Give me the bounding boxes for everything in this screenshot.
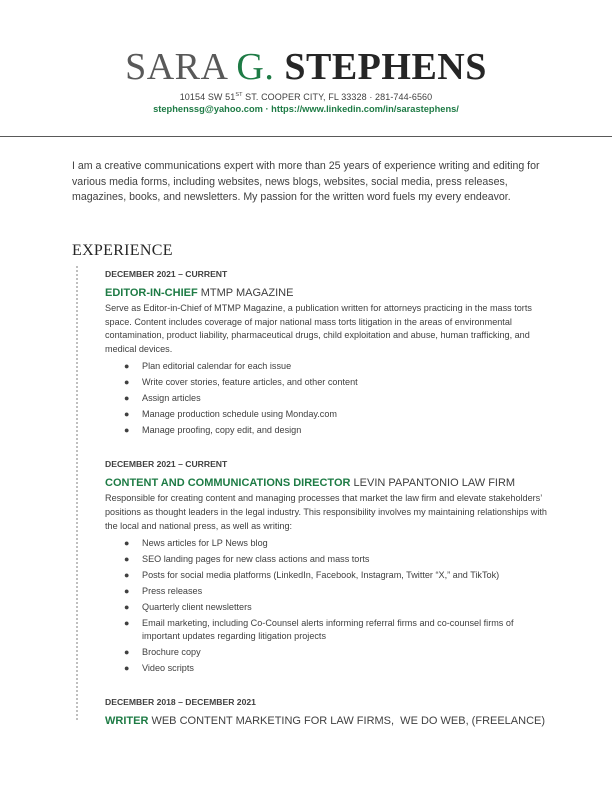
bullet-item bbox=[124, 390, 550, 406]
bullet-text: Video scripts bbox=[142, 663, 194, 674]
entry-title bbox=[105, 284, 550, 302]
bullet-item bbox=[124, 358, 550, 374]
bullet-text: Manage proofing, copy edit, and design bbox=[142, 425, 302, 436]
bullet-text: Posts for social media platforms (LinkedIn, Facebook, Instagram, Twitter “X,” and TikTok) bbox=[142, 570, 500, 581]
bullet-item bbox=[124, 551, 550, 567]
bullet-text: Write cover stories, feature articles, and other content bbox=[142, 377, 358, 388]
bullet-item bbox=[124, 374, 550, 390]
bullet-text: News articles for LP News blog bbox=[142, 538, 268, 549]
bullet-icon: ● bbox=[124, 409, 130, 420]
bullet-item bbox=[124, 406, 550, 422]
entry-date: DECEMBER 2021 – CURRENT bbox=[105, 459, 228, 470]
bullet-item bbox=[124, 615, 550, 644]
last-name: STEPHENS bbox=[284, 46, 487, 88]
entry-role: EDITOR-IN-CHIEF bbox=[105, 287, 198, 299]
bullet-text: Email marketing, including Co-Counsel alerts informing referral firms and co-counsel firms of important updates regarding litigation projects bbox=[142, 618, 514, 642]
bullet-icon: ● bbox=[124, 538, 130, 549]
bullet-item bbox=[124, 422, 550, 438]
experience-entry bbox=[105, 458, 550, 676]
bullet-text: Press releases bbox=[142, 586, 203, 597]
bullet-text: Assign articles bbox=[142, 393, 201, 404]
entry-bullets bbox=[105, 535, 550, 676]
summary-paragraph: I am a creative communications expert with more than 25 years of experience writing and editing for various media forms, including websites, news blogs, websites, social media, press releases, magazines, books, and newsletters. My passion for the written word fuels my every endeavor. bbox=[72, 160, 540, 203]
candidate-name bbox=[0, 46, 612, 88]
first-name: SARA bbox=[125, 46, 227, 88]
entry-date: DECEMBER 2018 – DECEMBER 2021 bbox=[105, 697, 256, 708]
entry-description: Responsible for creating content and managing processes that market the law firm and elevate stakeholders’ positions as thought leaders in the legal industry. This responsibility involves my maintaining relationships with the local and national press, as well as writing: bbox=[105, 493, 547, 531]
bullet-text: Quarterly client newsletters bbox=[142, 602, 252, 613]
entry-date: DECEMBER 2021 – CURRENT bbox=[105, 269, 228, 279]
bullet-icon: ● bbox=[124, 586, 130, 597]
bullet-item bbox=[124, 644, 550, 660]
entry-role: WRITER bbox=[105, 715, 149, 728]
address-city-phone: ST. COOPER CITY, FL 33328 · 281-744-6560 bbox=[242, 92, 433, 102]
bullet-icon: ● bbox=[124, 570, 130, 581]
bullet-icon: ● bbox=[124, 425, 130, 436]
timeline-dotted-line bbox=[76, 266, 78, 720]
bullet-icon: ● bbox=[124, 377, 130, 388]
entry-description: Serve as Editor-in-Chief of MTMP Magazine, a publication written for attorneys practicing in the mass torts space. Content includes coverage of major national mass torts litigation in the areas of environmental contamination, product liability, pharmaceutical drugs, child exploitation and abuse, human trafficking, and medical devices. bbox=[105, 303, 532, 354]
address-line bbox=[0, 92, 612, 102]
entry-org: WEB CONTENT MARKETING FOR LAW FIRMS, WE DO WEB, (FREELANCE) bbox=[151, 715, 546, 728]
experience-entry bbox=[105, 268, 550, 438]
address-street: 10154 SW 51 bbox=[179, 92, 236, 102]
resume-header bbox=[0, 46, 612, 114]
bullet-icon: ● bbox=[124, 602, 130, 613]
bullet-text: Manage production schedule using Monday.com bbox=[142, 409, 337, 420]
middle-initial: G. bbox=[236, 46, 275, 88]
experience-entry bbox=[105, 696, 550, 730]
experience-list bbox=[105, 268, 550, 750]
entry-org: LEVIN PAPANTONIO LAW FIRM bbox=[353, 477, 516, 490]
experience-heading: EXPERIENCE bbox=[72, 242, 173, 259]
bullet-item bbox=[124, 567, 550, 583]
address-ordinal: ST bbox=[235, 92, 243, 98]
header-divider bbox=[0, 136, 612, 137]
entry-title bbox=[105, 474, 550, 492]
contact-links[interactable]: stephenssg@yahoo.com · https://www.linkedin.com/in/sarastephens/ bbox=[153, 104, 459, 114]
bullet-icon: ● bbox=[124, 554, 130, 565]
entry-bullets bbox=[105, 358, 550, 438]
bullet-icon: ● bbox=[124, 393, 130, 404]
bullet-item bbox=[124, 599, 550, 615]
entry-role: CONTENT AND COMMUNICATIONS DIRECTOR bbox=[105, 477, 351, 490]
bullet-text: SEO landing pages for new class actions and mass torts bbox=[142, 554, 370, 565]
bullet-icon: ● bbox=[124, 361, 130, 372]
entry-title bbox=[105, 712, 550, 730]
bullet-item bbox=[124, 660, 550, 676]
bullet-icon: ● bbox=[124, 647, 130, 658]
bullet-item bbox=[124, 583, 550, 599]
entry-org: MTMP MAGAZINE bbox=[200, 287, 294, 299]
bullet-item bbox=[124, 535, 550, 551]
bullet-text: Brochure copy bbox=[142, 647, 201, 658]
bullet-text: Plan editorial calendar for each issue bbox=[142, 361, 292, 372]
bullet-icon: ● bbox=[124, 618, 130, 629]
bullet-icon: ● bbox=[124, 663, 130, 674]
